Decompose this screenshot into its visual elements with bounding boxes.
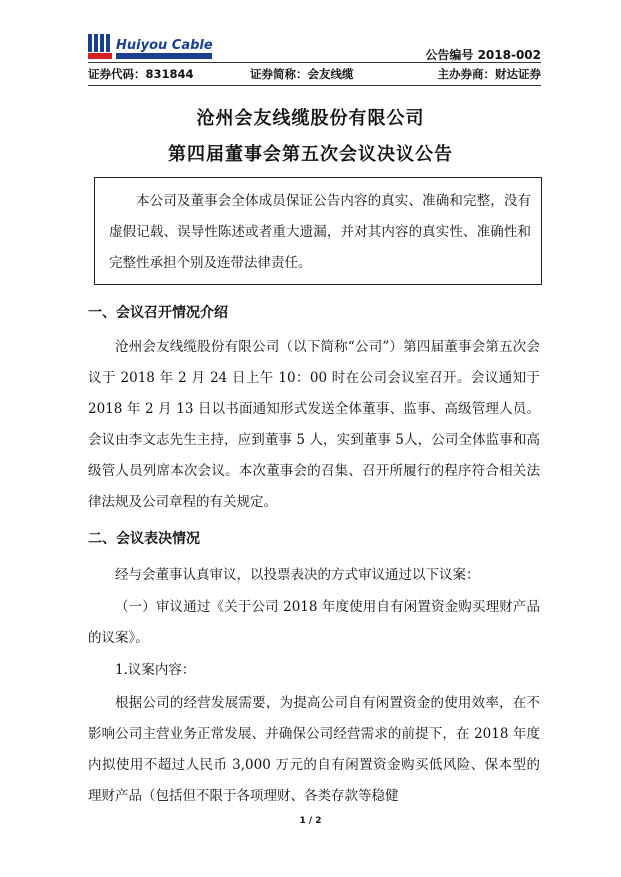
page-number: 1 / 2 [299, 816, 322, 826]
disclaimer-box [94, 177, 542, 285]
resolution-1-subheading: 1.议案内容： [115, 662, 196, 678]
resolution-1-body: 根据公司的经营发展需要，为提高公司自有闲置资金的使用效率，在不影响公司主营业务正常发展、并确保公司经营需求的前提下，在 2018 年度内拟使用不超过人民币 3,000 万元的自有闲置资金购买低风险、保本型的理财产品（包括但不限于各项理财、各类存款等稳健 [88, 695, 540, 804]
header-rule-top [88, 62, 541, 63]
logo-text: Huiyou Cable [116, 38, 213, 53]
section-1-body: 沧州会友线缆股份有限公司（以下简称“公司”）第四届董事会第五次会议于 2018 年 2 月 24 日上午 10：00 时在公司会议室召开。会议通知于 2018 年 2 月 13 日以书面通知形式发送全体董事、监事、高级管理人员。会议由李文志先生主持，应到董事 5 人，实到董事 5人，公司全体监事和高级管人员列席本次会议。本次董事会的召集、召开所履行的程序符合相关法律法规及公司章程的有关规定。 [88, 339, 540, 510]
resolution-1-title: （一）审议通过《关于公司 2018 年度使用自有闲置资金购买理财产品的议案》。 [88, 599, 540, 646]
header-rule-bottom [88, 85, 541, 86]
stock-code: 证券代码：831844 [88, 67, 194, 81]
stock-abbr: 证券简称：会友线缆 [250, 67, 354, 81]
meta-row [88, 66, 541, 84]
section-2-heading: 二、会议表决情况 [88, 531, 200, 547]
notice-number: 公告编号 2018-002 [425, 48, 541, 62]
company-title: 沧州会友线缆股份有限公司 [196, 108, 425, 129]
section-2-intro: 经与会董事认真审议，以投票表决的方式审议通过以下议案： [115, 567, 480, 583]
sponsor-broker: 主办券商：财达证券 [437, 67, 541, 81]
section-1-heading: 一、会议召开情况介绍 [88, 305, 228, 321]
disclaimer-text: 本公司及董事会全体成员保证公告内容的真实、准确和完整，没有虚假记载、误导性陈述或者重大遗漏，并对其内容的真实性、准确性和完整性承担个别及连带法律责任。 [109, 193, 531, 271]
company-logo [88, 30, 214, 66]
announcement-title: 第四届董事会第五次会议决议公告 [168, 144, 453, 165]
